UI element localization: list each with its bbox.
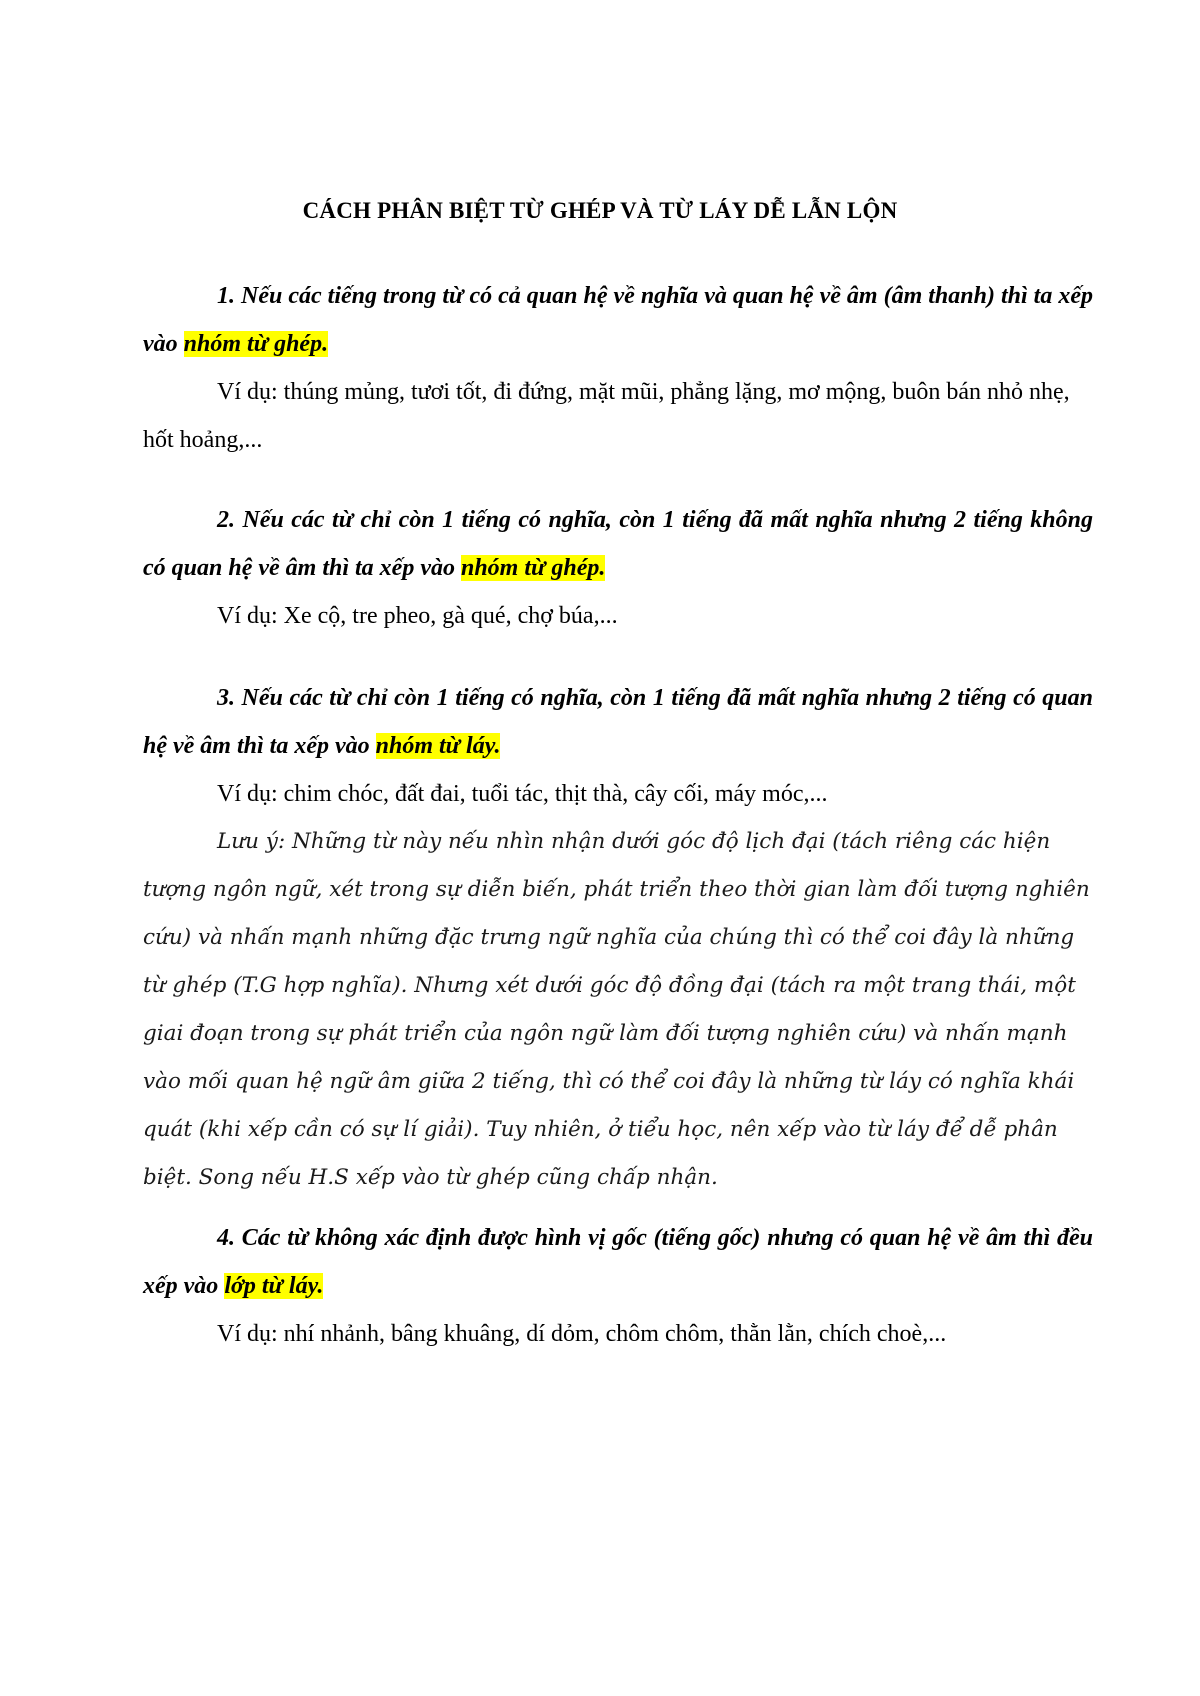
- example-label: Ví dụ:: [217, 781, 284, 807]
- example-text: nhí nhảnh, bâng khuâng, dí dỏm, chôm chôm, thằn lằn, chích choè,...: [283, 1321, 947, 1347]
- example-text: thúng mủng, tươi tốt, đi đứng, mặt mũi, phẳng lặng, mơ mộng, buôn bán nhỏ nhẹ, hốt hoảng,...: [143, 379, 1070, 453]
- page-title: CÁCH PHÂN BIỆT TỪ GHÉP VÀ TỪ LÁY DỄ LẪN LỘN: [302, 198, 898, 223]
- example-paragraph: [143, 592, 1093, 640]
- highlighted-term: nhóm từ ghép.: [460, 555, 606, 581]
- example-text: Xe cộ, tre pheo, gà qué, chợ búa,...: [283, 603, 618, 629]
- example-paragraph: [143, 1310, 1093, 1358]
- example-paragraph: [143, 770, 1093, 818]
- heading-text: 1. Nếu các tiếng trong từ có cả quan hệ về nghĩa và quan hệ về âm (âm thanh) thì ta xếp vào: [143, 283, 1093, 357]
- section-4: [143, 1214, 1093, 1358]
- highlighted-term: lớp từ láy.: [224, 1273, 324, 1299]
- section-heading: [143, 496, 1093, 592]
- section-1: [143, 272, 1093, 464]
- highlighted-term: nhóm từ ghép.: [183, 331, 329, 357]
- example-label: Ví dụ:: [217, 603, 284, 629]
- note-paragraph: Lưu ý: Những từ này nếu nhìn nhận dưới góc độ lịch đại (tách riêng các hiện tượng ngôn ngữ, xét trong sự diễn biến, phát triển theo thời gian làm đối tượng nghiên cứu) và nhấn mạnh những đặc trưng ngữ nghĩa của chúng thì có thể coi đây là những từ ghép (T.G hợp nghĩa). Nhưng xét dưới góc độ đồng đại (tách ra một trang thái, một giai đoạn trong sự phát triển của ngôn ngữ làm đối tượng nghiên cứu) và nhấn mạnh vào mối quan hệ ngữ âm giữa 2 tiếng, thì có thể coi đây là những từ láy có nghĩa khái quát (khi xếp cần có sự lí giải). Tuy nhiên, ở tiểu học, nên xếp vào từ láy để dễ phân biệt. Song nếu H.S xếp vào từ ghép cũng chấp nhận.: [143, 829, 1090, 1190]
- heading-text: 4. Các từ không xác định được hình vị gốc (tiếng gốc) nhưng có quan hệ về âm thì đều xếp vào: [143, 1225, 1093, 1299]
- heading-text: 3. Nếu các từ chỉ còn 1 tiếng có nghĩa, còn 1 tiếng đã mất nghĩa nhưng 2 tiếng có quan hệ về âm thì ta xếp vào: [143, 685, 1093, 759]
- section-3: [143, 674, 1093, 1202]
- section-heading: [143, 1214, 1093, 1310]
- heading-text: 2. Nếu các từ chỉ còn 1 tiếng có nghĩa, còn 1 tiếng đã mất nghĩa nhưng 2 tiếng không có quan hệ về âm thì ta xếp vào: [143, 507, 1093, 581]
- example-paragraph: [143, 368, 1093, 464]
- section-2: [143, 496, 1093, 640]
- highlighted-term: nhóm từ láy.: [375, 733, 501, 759]
- section-heading: [143, 272, 1093, 368]
- example-label: Ví dụ:: [217, 1321, 284, 1347]
- section-heading: [143, 674, 1093, 770]
- example-label: Ví dụ:: [217, 379, 284, 405]
- example-text: chim chóc, đất đai, tuổi tác, thịt thà, cây cối, máy móc,...: [283, 781, 828, 807]
